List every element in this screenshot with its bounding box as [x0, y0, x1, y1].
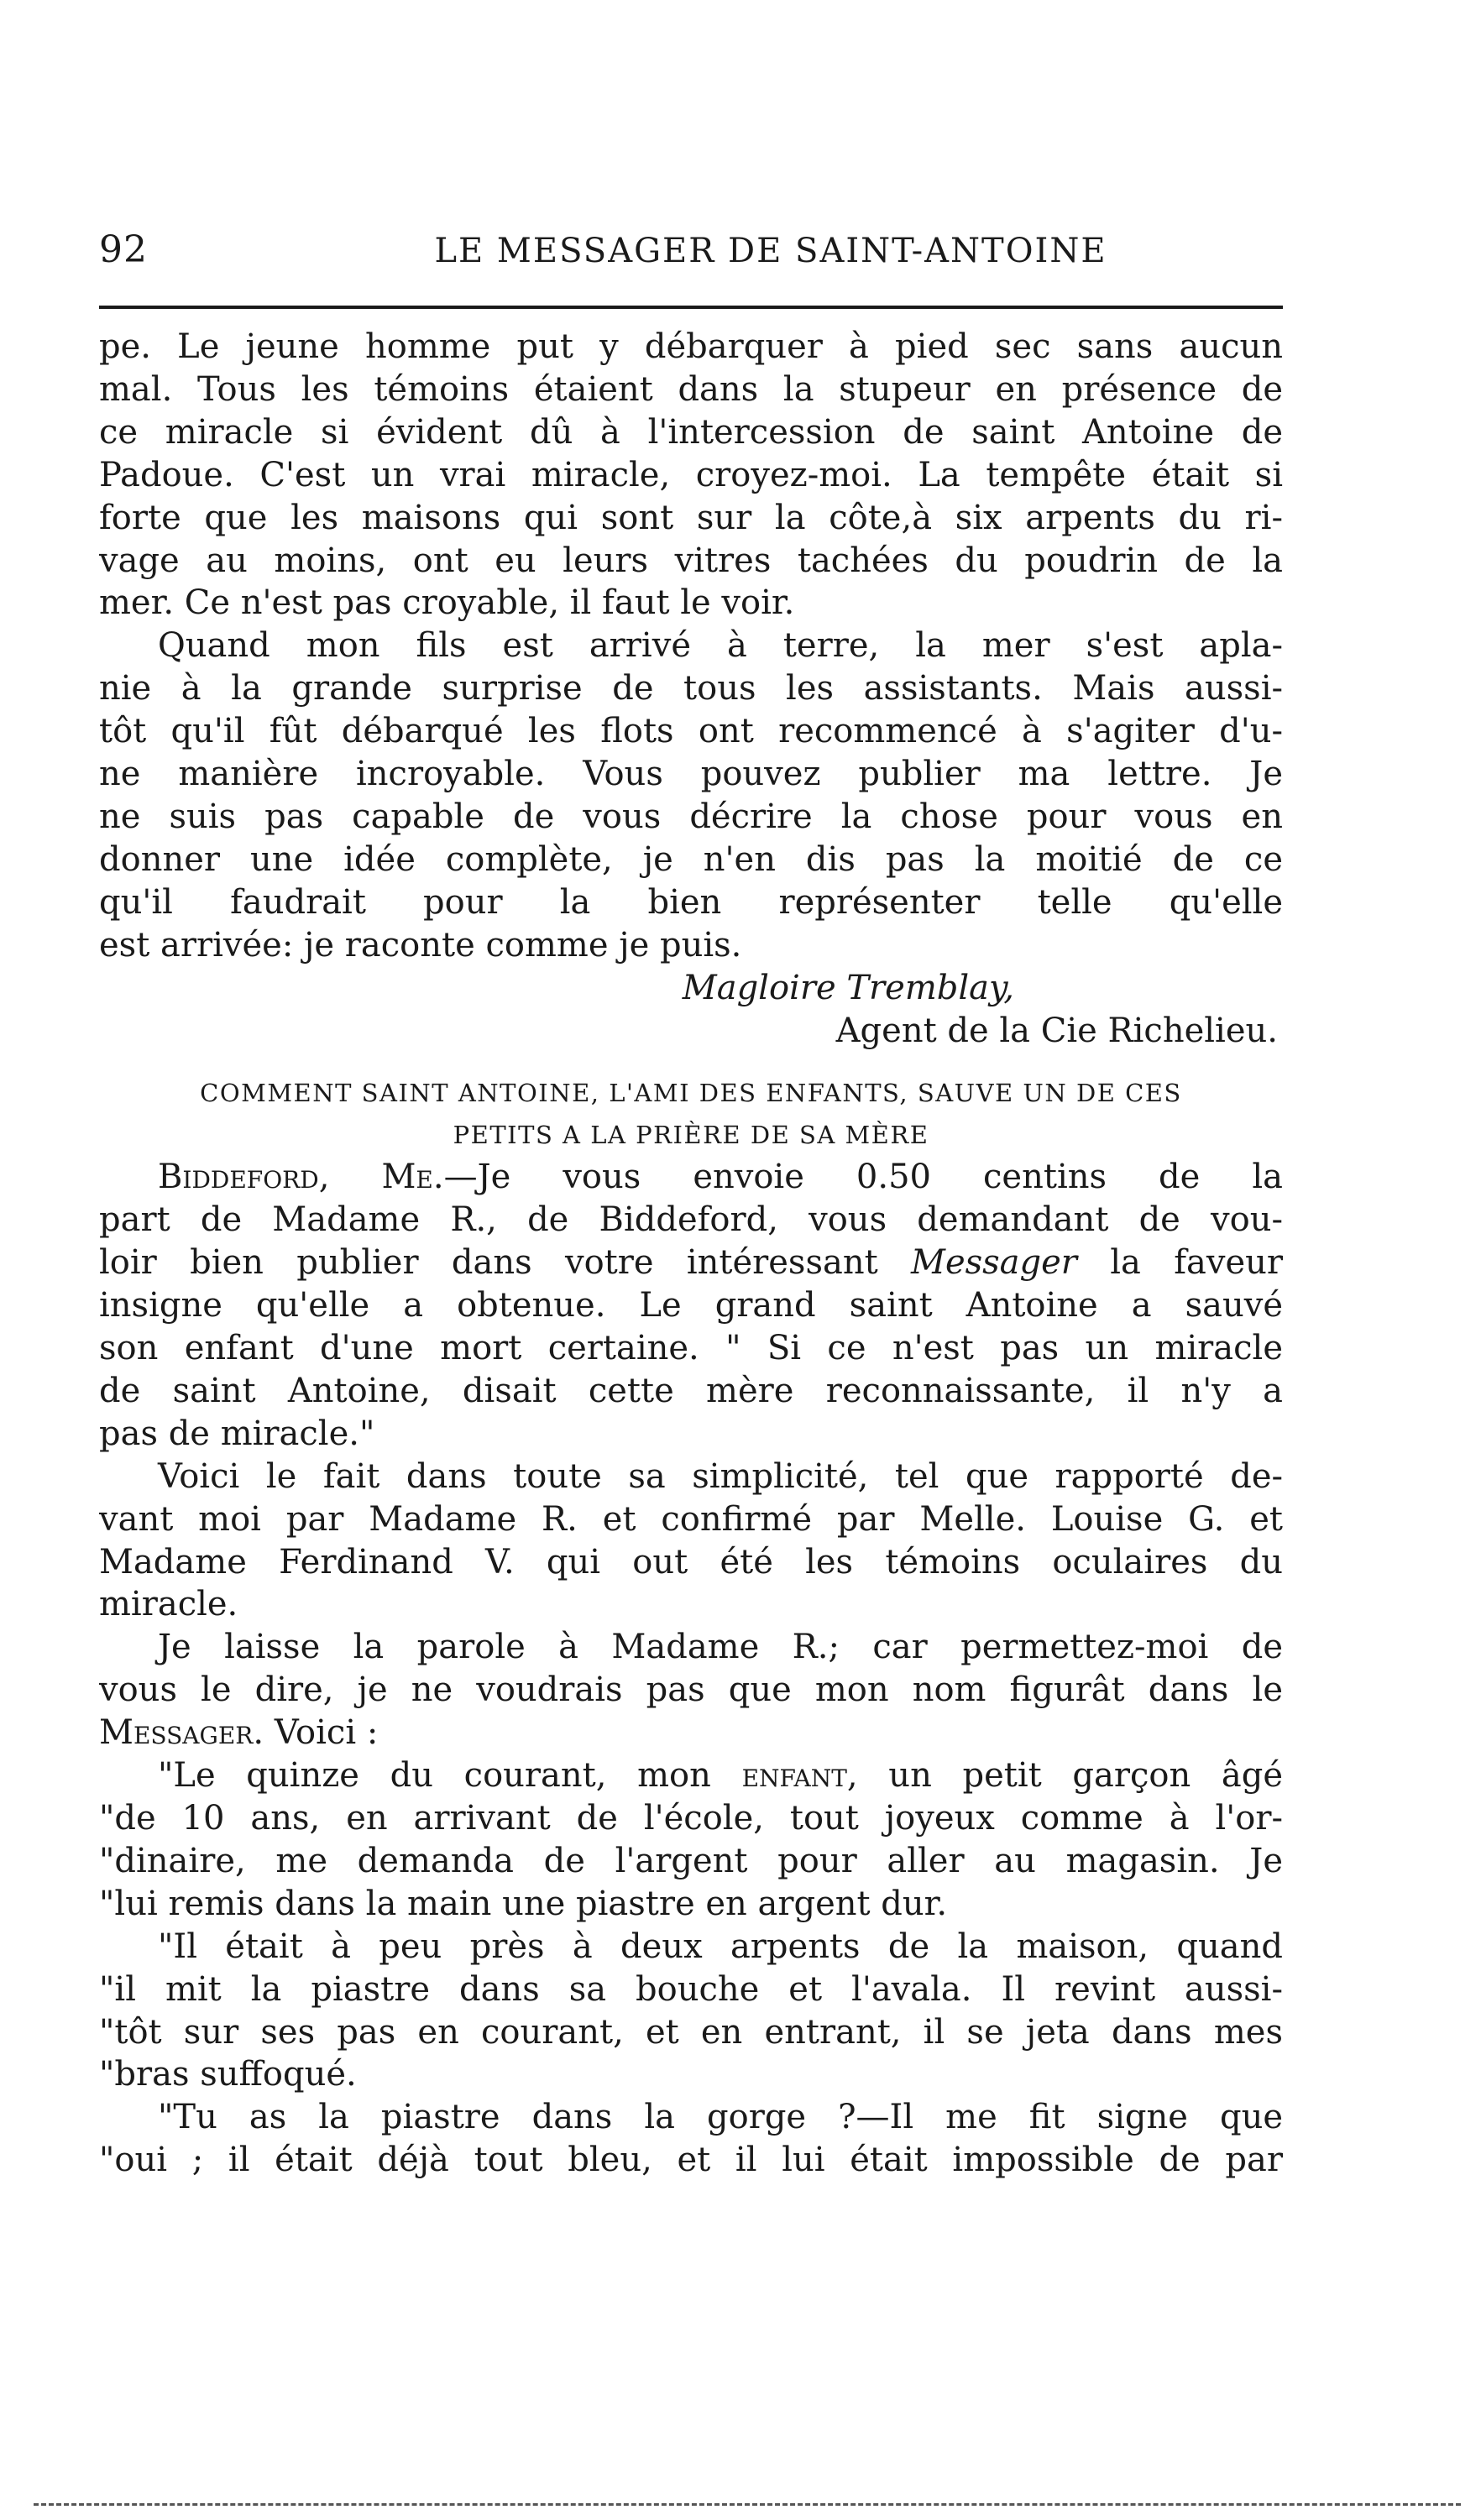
- text-line: "tôt sur ses pas en courant, et en entrant, il se jeta dans mes: [99, 2012, 1283, 2052]
- text-line: vant moi par Madame R. et confirmé par Melle. Louise G. et: [99, 1499, 1283, 1539]
- text-line: mer. Ce n'est pas croyable, il faut le voir.: [99, 583, 795, 623]
- signature-role: Agent de la Cie Richelieu.: [835, 1011, 1278, 1050]
- publication-title: Messager: [99, 1713, 254, 1753]
- text-fragment: "Le quinze du courant, mon: [158, 1756, 742, 1796]
- text-line: [99, 1712, 1283, 1754]
- text-line: pe. Le jeune homme put y débarquer à pied sec sans aucun: [99, 327, 1283, 366]
- text-line: est arrivée: je raconte comme je puis.: [99, 925, 742, 965]
- text-line: vous le dire, je ne voudrais pas que mon nom figurât dans le: [99, 1670, 1283, 1710]
- text-fragment: —Je vous envoie 0.50 centins de la: [443, 1158, 1283, 1197]
- text-line: pas de miracle.": [99, 1414, 375, 1453]
- text-line: "dinaire, me demanda de l'argent pour aller au magasin. Je: [99, 1841, 1283, 1880]
- text-fragment: loir bien publier dans votre intéressant: [99, 1243, 911, 1283]
- section-heading-line: COMMENT SAINT ANTOINE, L'AMI DES ENFANTS, SAUVE UN DE CES: [200, 1079, 1182, 1108]
- text-line: de saint Antoine, disait cette mère reconnaissante, il n'y a: [99, 1371, 1283, 1410]
- header-rule: [99, 306, 1283, 309]
- text-line: vage au moins, ont eu leurs vitres tachées du poudrin de la: [99, 541, 1283, 580]
- page-body: [99, 326, 1283, 2182]
- text-line: ne manière incroyable. Vous pouvez publier ma lettre. Je: [99, 755, 1283, 794]
- page-number: 92: [99, 228, 148, 271]
- running-title: LE MESSAGER DE SAINT-ANTOINE: [434, 232, 1107, 270]
- text-line: "Il était à peu près à deux arpents de la maison, quand: [158, 1927, 1283, 1966]
- text-line: Voici le fait dans toute sa simplicité, tel que rapporté de-: [158, 1456, 1283, 1496]
- text-line: "lui remis dans la main une piastre en argent dur.: [99, 1884, 948, 1923]
- text-line: "bras suffoqué.: [99, 2055, 357, 2094]
- page-header: [99, 228, 1283, 282]
- text-line: [99, 1754, 1283, 1797]
- text-line: "oui ; il était déjà tout bleu, et il lui était impossible de par: [99, 2141, 1283, 2180]
- publication-title: Messager: [910, 1243, 1077, 1283]
- text-line: son enfant d'une mort certaine. " Si ce n'est pas un miracle: [99, 1329, 1283, 1368]
- text-line: Je laisse la parole à Madame R.; car permettez-moi de: [158, 1628, 1283, 1667]
- text-line: ne suis pas capable de vous décrire la chose pour vous en: [99, 797, 1283, 836]
- text-line: [99, 1156, 1283, 1199]
- text-line: [99, 1242, 1283, 1284]
- text-line: "il mit la piastre dans sa bouche et l'avala. Il revint aussi-: [99, 1969, 1283, 2009]
- text-line: tôt qu'il fût débarqué les flots ont recommencé à s'agiter d'u-: [99, 712, 1283, 751]
- text-line: qu'il faudrait pour la bien représenter telle qu'elle: [99, 882, 1283, 922]
- text-fragment: la faveur: [1076, 1243, 1283, 1283]
- text-line: mal. Tous les témoins étaient dans la stupeur en présence de: [99, 369, 1283, 409]
- text-line: "de 10 ans, en arrivant de l'école, tout joyeux comme à l'or-: [99, 1799, 1283, 1838]
- text-line: "Tu as la piastre dans la gorge ?—Il me fit signe que: [158, 2098, 1283, 2137]
- text-line: Quand mon fils est arrivé à terre, la mer s'est apla-: [158, 626, 1283, 666]
- text-line: Madame Ferdinand V. qui out été les témoins oculaires du: [99, 1542, 1283, 1582]
- text-fragment: , un petit garçon âgé: [846, 1756, 1283, 1796]
- text-fragment: enfant: [741, 1756, 847, 1796]
- text-line: donner une idée complète, je n'en dis pas la moitié de ce: [99, 839, 1283, 879]
- text-line: forte que les maisons qui sont sur la côte,à six arpents du ri-: [99, 498, 1283, 537]
- dateline: Biddeford, Me.: [158, 1158, 444, 1197]
- section-heading-line: PETITS A LA PRIÈRE DE SA MÈRE: [453, 1121, 929, 1150]
- text-line: insigne qu'elle a obtenue. Le grand saint Antoine a sauvé: [99, 1286, 1283, 1325]
- signature-name: Magloire Tremblay,: [682, 968, 1014, 1007]
- text-fragment: . Voici :: [253, 1713, 379, 1753]
- text-line: nie à la grande surprise de tous les assistants. Mais aussi-: [99, 669, 1283, 708]
- page-bottom-edge: [34, 2503, 1461, 2506]
- text-line: part de Madame R., de Biddeford, vous demandant de vou-: [99, 1200, 1283, 1240]
- text-line: ce miracle si évident dû à l'intercession de saint Antoine de: [99, 412, 1283, 452]
- text-line: miracle.: [99, 1585, 238, 1624]
- text-line: Padoue. C'est un vrai miracle, croyez-moi. La tempête était si: [99, 455, 1283, 494]
